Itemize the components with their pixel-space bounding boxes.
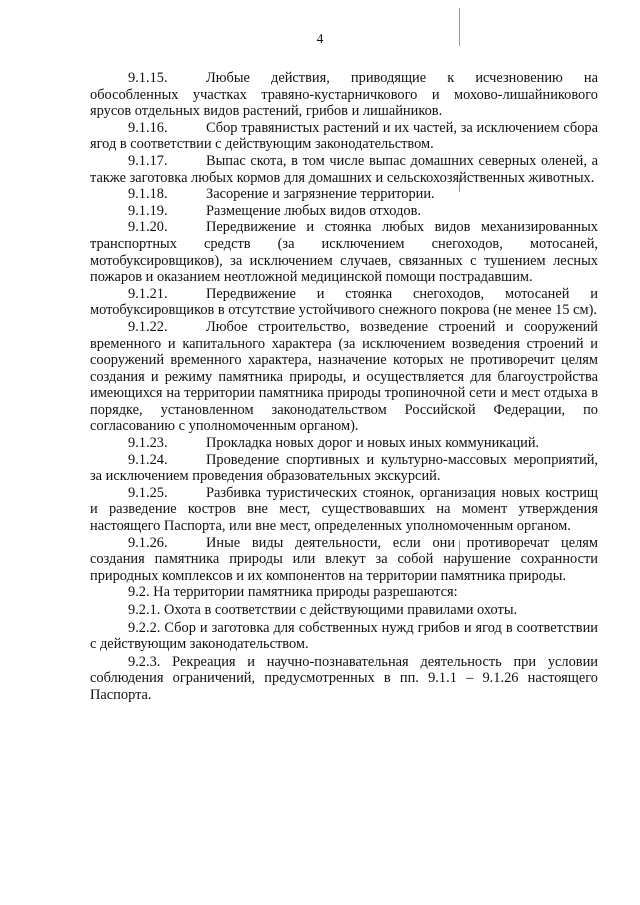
clause-number: 9.1.22. [128,318,168,335]
scan-artifact [459,8,460,46]
clause-text: Прокладка новых дорог и новых иных коммуникаций. [206,435,540,452]
clause-text: Передвижение и стоянка снегоходов, мотосаней и мотобуксировщиков в отсутствие устойчивого снежного покрова (не менее 15 см). [90,285,598,319]
clause-number: 9.1.24. [128,451,168,468]
clause-text: Проведение спортивных и культурно-массовых мероприятий, за исключением проведения образовательных экскурсий. [90,451,598,485]
clause-number: 9.1.25. [128,484,168,501]
clause-text: Выпас скота, в том числе выпас домашних северных оленей, а также заготовка любых кормов для домашних и сельскохозяйственных животных. [90,152,598,186]
clause-9-1-16 [90,120,598,153]
clause-9-1-26 [90,535,598,585]
page-number: 4 [316,31,324,46]
clause-9-1-25 [90,485,598,535]
clause-9-1-19 [90,203,598,220]
allowed-section [90,584,598,703]
clause-text: Любое строительство, возведение строений и сооружений временного и капитального характера (за исключением возведения строений и сооружений временного характера, назначение которых не противоречит целям создания и режиму памятника природы, и осуществляется для благоустройства имеющихся на территории памятника природы тропиночной сети и мест отдыха в порядке, установленном законодательством Российской Федерации, по согласованию с уполномоченным органом). [90,318,598,435]
clause-9-1-20 [90,219,598,285]
prohibited-list [90,70,598,584]
clause-number: 9.1.23. [128,435,168,452]
clause-number: 9.1.17. [128,152,168,169]
clause-text: Размещение любых видов отходов. [206,202,421,219]
clause-9-1-18 [90,186,598,203]
clause-text: Засорение и загрязнение территории. [206,186,435,203]
clause-text: Передвижение и стоянка любых видов механизированных транспортных средств (за исключением снегоходов, мотосаней, мотобуксировщиков), за исключением случаев, связанных с тушением лесных пожаров и оказанием неотложной медицинской помощи пострадавшим. [90,219,598,286]
clause-9-2-3: 9.2.3. Рекреация и научно-познавательная деятельность при условии соблюдения ограничений, предусмотренных в пп. 9.1.1 – 9.1.26 настоящего Паспорта. [90,653,598,703]
clause-text: Любые действия, приводящие к исчезновению на обособленных участках травяно-кустарничкового и мохово-лишайникового ярусов отдельных видов растений, грибов и лишайников. [90,70,598,120]
clause-9-1-24 [90,452,598,485]
clause-number: 9.1.16. [128,119,168,136]
clause-number: 9.1.26. [128,534,168,551]
clause-text: Сбор травянистых растений и их частей, за исключением сбора ягод в соответствии с действующим законодательством. [90,119,598,153]
clause-text: Разбивка туристических стоянок, организация новых кострищ и разведение костров вне мест, существовавших на момент утверждения настоящего Паспорта, или вне мест, определенных уполномоченным органом. [90,484,598,535]
clause-9-2-2: 9.2.2. Сбор и заготовка для собственных нужд грибов и ягод в соответствии с действующим законодательством. [90,619,598,653]
clause-9-2-1: 9.2.1. Охота в соответствии с действующими правилами охоты. [128,602,518,618]
clause-9-1-21 [90,286,598,319]
clause-number: 9.1.15. [128,70,168,86]
clause-9-1-17 [90,153,598,186]
clause-number: 9.1.18. [128,186,168,203]
clause-number: 9.1.19. [128,202,168,219]
allowed-heading: 9.2. На территории памятника природы разрешаются: [128,584,458,601]
clause-number: 9.1.20. [128,219,168,236]
clause-text: Иные виды деятельности, если они противоречат целям создания памятника природы или влекут за собой нарушение сохранности природных комплексов и их компонентов на территории памятника природы. [90,534,598,584]
clause-9-1-22 [90,319,598,435]
clause-9-1-23 [90,435,598,452]
clause-number: 9.1.21. [128,285,168,302]
document-body [90,70,598,704]
clause-9-1-15 [90,70,598,120]
